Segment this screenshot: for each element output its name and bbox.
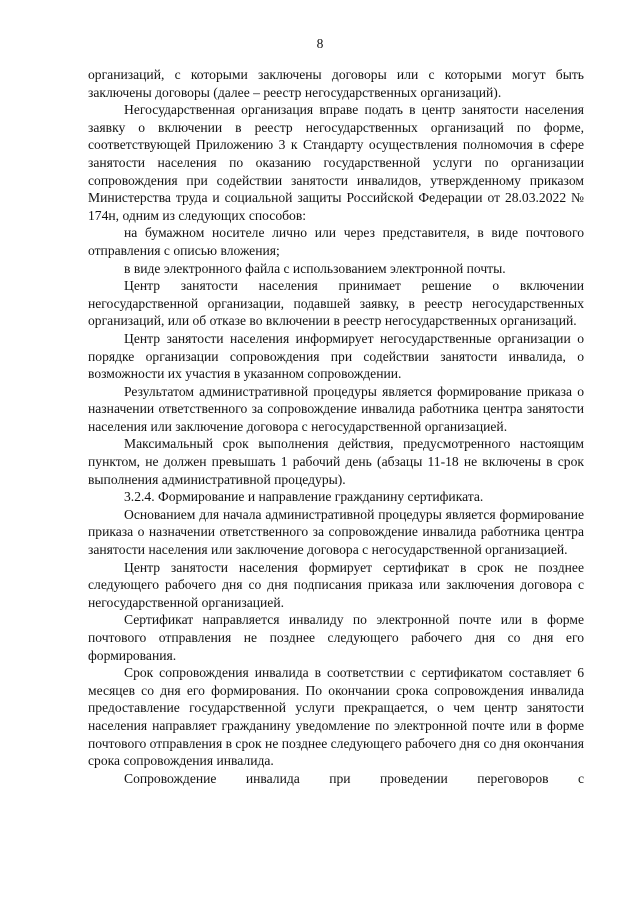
paragraph: Основанием для начала административной процедуры является формирование приказа о назначении ответственного за сопровождение инвалида работника центра занятости населения или заключение договора с негосударственной организацией. bbox=[88, 506, 584, 558]
paragraph: Центр занятости населения принимает решение о включении негосударственной организации, подавшей заявку, в реестр негосударственных организаций, или об отказе во включении в реестр негосударственных организаций. bbox=[88, 278, 584, 329]
paragraph: Центр занятости населения формирует сертификат в срок не позднее следующего рабочего дня со дня подписания приказа или заключения договора с негосударственной организацией. bbox=[88, 559, 584, 610]
paragraph: Негосударственная организация вправе подать в центр занятости населения заявку о включении в реестр негосударственных организаций по форме, соответствующей Приложению 3 к Стандарту осуществления полномочия в сфере занятости населения по оказанию государственной услуги по организации сопровождения при содействии занятости инвалидов, утвержденному приказом Министерства труда и социальной защиты Российской Федерации от 28.03.2022 № 174н, одним из следующих способов: bbox=[88, 102, 584, 223]
page-number: 8 bbox=[316, 36, 324, 51]
paragraph-continuation: организаций, с которыми заключены договоры или с которыми могут быть заключены договоры (далее – реестр негосударственных организаций). bbox=[88, 67, 584, 100]
section-heading: 3.2.4. Формирование и направление гражданину сертификата. bbox=[124, 489, 484, 505]
paragraph: на бумажном носителе лично или через представителя, в виде почтового отправления с описью вложения; bbox=[88, 225, 584, 258]
paragraph: Максимальный срок выполнения действия, предусмотренного настоящим пунктом, не должен превышать 1 рабочий день (абзацы 11-18 не включены в срок выполнения административной процедуры). bbox=[88, 436, 584, 487]
paragraph: в виде электронного файла с использованием электронной почты. bbox=[124, 260, 506, 276]
paragraph: Результатом административной процедуры является формирование приказа о назначении ответственного за сопровождение инвалида работника центра занятости населения или заключение договора с негосударственной организацией. bbox=[88, 383, 584, 434]
paragraph: Сертификат направляется инвалиду по электронной почте или в форме почтового отправления не позднее следующего рабочего дня со дня его формирования. bbox=[88, 612, 584, 663]
document-body bbox=[88, 66, 584, 787]
paragraph: Срок сопровождения инвалида в соответствии с сертификатом составляет 6 месяцев со дня его формирования. По окончании срока сопровождения инвалида предоставление государственной услуги прекращается, о чем центр занятости населения направляет гражданину уведомление по электронной почте или в форме почтового отправления в срок не позднее следующего рабочего дня со дня окончания срока сопровождения инвалида. bbox=[88, 665, 584, 769]
paragraph-truncated: Сопровождение инвалида при проведении переговоров с bbox=[124, 770, 584, 786]
paragraph: Центр занятости населения информирует негосударственные организации о порядке организации сопровождения при содействии занятости инвалида, о возможности их участия в указанном сопровождении. bbox=[88, 330, 584, 382]
